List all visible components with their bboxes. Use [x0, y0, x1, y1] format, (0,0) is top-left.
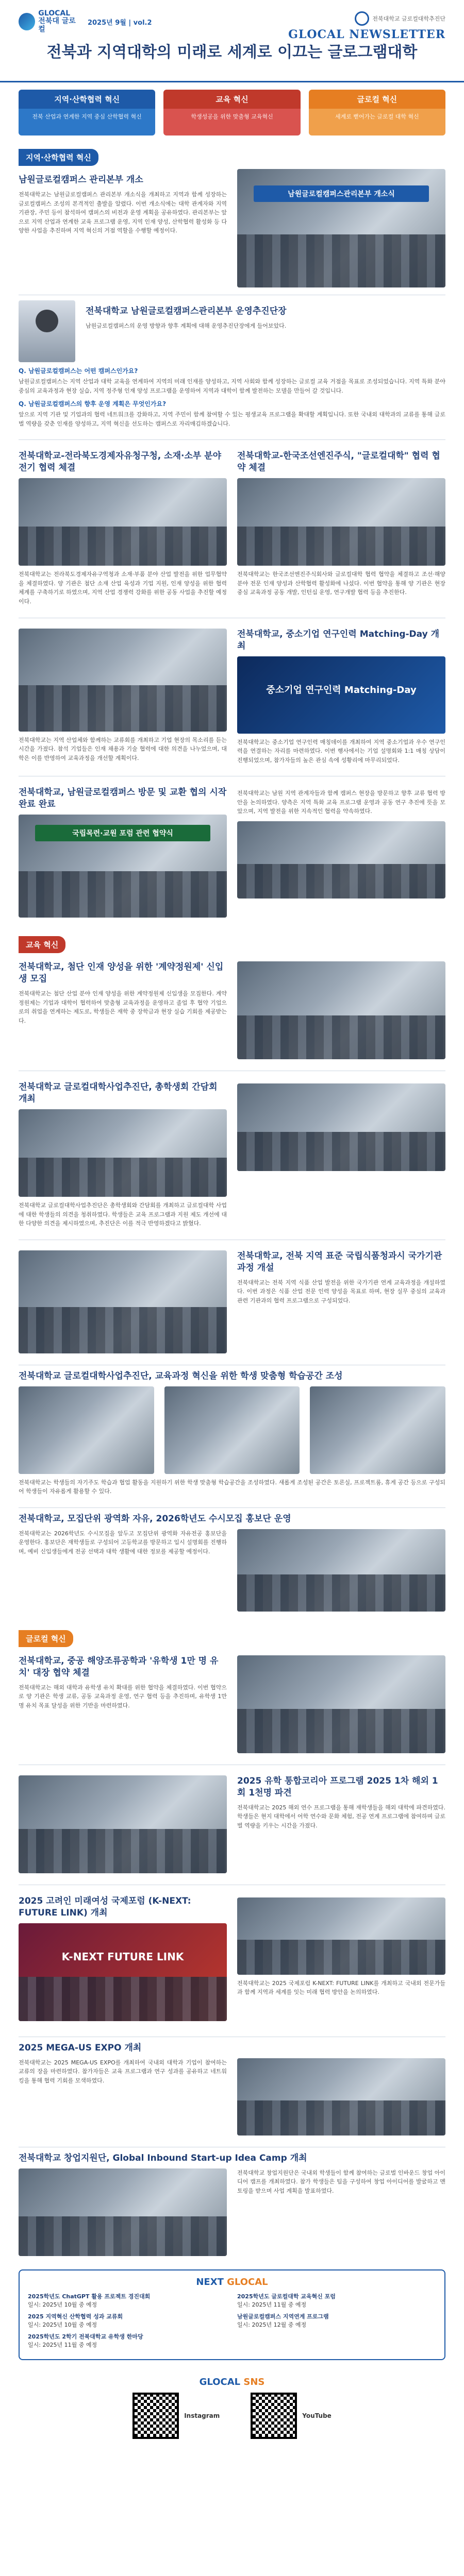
article-intl-students	[19, 1650, 227, 1753]
interviewee-portrait	[19, 300, 75, 362]
event-photo	[19, 1250, 227, 1353]
newsletter-masthead	[288, 11, 445, 41]
interview-question: Q. 남원글로컬캠퍼스는 어떤 캠퍼스인가요?	[19, 367, 138, 375]
section-education	[0, 930, 464, 1065]
photo-banner: K-NEXT FUTURE LINK	[61, 1951, 184, 1963]
article-text: 전북대학교는 중소기업 연구인력 매칭데이를 개최하여 지역 중소기업과 우수 연구인력을 연결하는 자리를 마련하였다. 이번 행사에서는 기업 설명회와 1:1 매칭 상담이 진행되었으며, 참가자들의 높은 관심 속에 성황리에 마무리되었다.	[237, 738, 445, 764]
article-title: 전북대학교, 중공 해양조류공학과 '유학생 1만 명 유치' 대장 협약 체결	[19, 1655, 219, 1678]
next-item: 남원글로컬캠퍼스 지역연계 프로그램 일시: 2025년 12월 중 예정	[237, 2313, 329, 2329]
pillar-title: 글로컬 혁신	[309, 90, 445, 109]
article-title: 전북대학교, 첨단 인재 양성을 위한 '계약정원제' 신입생 모집	[19, 962, 224, 985]
main-headline	[19, 43, 445, 62]
article-title: 전북대학교-한국조선엔진주식, "글로컬대학" 협력 협약 체결	[237, 451, 440, 473]
article-matching-day	[237, 623, 445, 765]
article-text: 전북대학교는 전북 지역 식품 산업 발전을 위한 국가기관 연계 교육과정을 개설하였다. 이번 과정은 식품 산업 전문 인력 양성을 목표로 하며, 현장 실무 중심의 교육과 관련 기관과의 협력 프로그램으로 구성되었다.	[237, 1279, 445, 1304]
article-title: 전북대학교, 전북 지역 표준 국립식품청과시 국가기관 과정 개설	[237, 1250, 442, 1273]
glocal-sns	[0, 2367, 464, 2445]
interview-answer: 남원글로컬캠퍼스는 지역 산업과 대학 교육을 연계하여 지역의 미래 인재를 양성하고, 지역 사회와 함께 성장하는 글로컬 교육 거점을 목표로 조성되었습니다. 지역 특화 분야 중심의 교육과정과 현장 실습, 지역 정주형 인재 양성 프로그램을 운영하여 지역과 대학이 함께 발전하는 모델을 만들어 갈 것입니다.	[19, 378, 445, 394]
sns-label: Instagram	[184, 2412, 220, 2419]
event-photo	[19, 478, 227, 566]
article-industry-exchange	[19, 623, 227, 765]
issue-number: 2025년 9월 | vol.2	[88, 19, 152, 27]
next-list-right	[237, 2293, 436, 2353]
article-nam-won-opening	[19, 169, 227, 287]
headline-line2: 글로그램대학	[327, 43, 418, 61]
article-text: 전북대학교 글로컬대학사업추진단은 총학생회와 간담회를 개최하고 글로컬대학 사업에 대한 학생들의 의견을 청취하였다. 학생들은 교육 프로그램과 지원 제도 개선에 대한 다양한 의견을 제시하였으며, 추진단은 이를 적극 반영하겠다고 밝혔다.	[19, 1202, 227, 1227]
article-title: 전북대학교 남원글로컬캠퍼스관리본부 운영추진단장	[86, 306, 287, 316]
pillar-body: 전북 산업과 연계한 지역 중심 산학협력 혁신	[19, 109, 155, 135]
brand-logo	[19, 11, 80, 32]
article-text: 전북대학교는 2025 MEGA-US EXPO를 개최하여 국내외 대학과 기업이 참여하는 교류의 장을 마련하였다. 참가자들은 교육 프로그램과 연구 성과를 공유하고 네트워킹을 통해 협력 기회를 모색하였다.	[19, 2059, 227, 2084]
pillar-education	[163, 90, 300, 135]
qr-code-icon	[132, 2393, 179, 2439]
article-title: 전북대학교 글로컬대학사업추진단, 교육과정 혁신을 위한 학생 맞춤형 학습공간 조성	[19, 1370, 343, 1381]
event-photo	[19, 1923, 227, 2021]
event-photo	[237, 1083, 445, 1171]
article-text: 전북대학교는 첨단 산업 분야 인재 양성을 위한 계약정원제 신입생을 모집한다. 계약정원제는 기업과 대학이 협력하여 맞춤형 교육과정을 운영하고 졸업 후 협약 기업으로의 취업을 연계하는 제도로, 학생들은 재학 중 장학금과 현장 실습 기회를 제공받는다.	[19, 990, 227, 1024]
article-promo-team	[0, 1513, 464, 1618]
strategy-pillars	[0, 82, 464, 143]
photo-banner: 중소기업 연구인력 Matching-Day	[266, 684, 417, 696]
university-emblem-icon	[355, 11, 369, 26]
event-photo	[19, 1775, 227, 1873]
article-text: 전북대학교는 한국조선엔진주식회사와 글로컬대학 협력 협약을 체결하고 조선·해양 분야 전문 인재 양성과 산학협력 활성화에 나섰다. 이번 협약을 통해 양 기관은 현장 중심 교육과정 공동 개발, 인턴십 운영, 연구개발 협력 등을 추진한다.	[237, 571, 445, 596]
next-title-right: GLOCAL	[227, 2276, 268, 2287]
section-glocal	[0, 1624, 464, 1759]
sns-card-instagram[interactable]	[132, 2393, 220, 2439]
article-title: 2025 유학 통합코리아 프로그램 2025 1차 해외 1회 1천명 파견	[237, 1775, 438, 1798]
interview-answer: 앞으로 지역 기관 및 기업과의 협력 네트워크를 강화하고, 지역 주민이 함께 참여할 수 있는 평생교육 프로그램을 확대할 계획입니다. 또한 국내외 대학과의 교류를 통해 글로벌 역량을 갖춘 인재를 양성하고, 지역 혁신을 선도하는 캠퍼스로 자리매김하겠습니다.	[19, 411, 445, 427]
article-title: 전북대학교 글로컬대학사업추진단, 총학생회 간담회 개최	[19, 1082, 218, 1105]
sns-card-youtube[interactable]	[251, 2393, 332, 2439]
sns-label: YouTube	[302, 2412, 332, 2419]
brand-line1: GLOCAL	[38, 9, 71, 18]
article-overseas-program	[237, 1770, 445, 1873]
event-photo	[237, 1655, 445, 1753]
university-name: 전북대학교 글로컬대학추진단	[372, 15, 445, 22]
event-photo	[237, 961, 445, 1059]
section-tag: 교육 혁신	[19, 936, 65, 953]
article-text: 전북대학교는 2025 국제포럼 K-NEXT: FUTURE LINK를 개최하고 국내외 전문가들과 함께 지역과 세계를 잇는 미래 협력 방안을 논의하였다.	[237, 1979, 445, 1996]
event-photo	[19, 1386, 154, 1474]
pillar-regional	[19, 90, 155, 135]
event-photo	[237, 2058, 445, 2136]
event-photo	[237, 169, 445, 287]
article-title: 전북대학교, 중소기업 연구인력 Matching-Day 개최	[237, 629, 440, 651]
qr-code-icon	[251, 2393, 297, 2439]
event-photo	[19, 1109, 227, 1197]
glocal-logo-icon	[19, 13, 35, 30]
article-text: 전북대학교는 2026학년도 수시모집을 앞두고 모집단위 광역화 자유전공 홍보단을 운영한다. 홍보단은 재학생들로 구성되어 고등학교를 방문하고 입시 설명회를 진행하며, 예비 신입생들에게 전공 선택과 대학 생활에 대한 정보를 제공할 예정이다.	[19, 1530, 227, 1555]
article-mou-free-zone	[19, 445, 227, 606]
next-item: 2025학년도 2학기 전북대학교 유학생 한마당 일시: 2025년 11월 중 예정	[28, 2333, 143, 2349]
sns-title: GLOCAL SNS	[199, 2376, 265, 2387]
article-student-meeting	[19, 1076, 227, 1228]
article-contract-quota	[19, 956, 227, 1059]
article-text: 전북대학교는 전라북도경제자유구역청과 소재·부품 분야 산업 발전을 위한 업무협약을 체결하였다. 양 기관은 첨단 소재 산업 육성과 기업 지원, 인재 양성을 위한 협력 체계를 구축하기로 하였으며, 지역 산업 경쟁력 강화를 위한 공동 사업을 추진할 예정이다.	[19, 571, 227, 605]
article-text: 전북대학교는 지역 산업체와 함께하는 교류회를 개최하고 기업 현장의 목소리를 듣는 시간을 가졌다. 참석 기업들은 인재 채용과 기술 협력에 대한 의견을 나누었으며, 대학은 이를 반영하여 교육과정을 개선할 계획이다.	[19, 736, 227, 761]
event-photo	[237, 656, 445, 734]
article-title: 전북대학교-전라북도경제자유청구청, 소재·소부 분야 전기 협력 체결	[19, 451, 222, 473]
article-title: 2025 MEGA-US EXPO 개최	[19, 2042, 142, 2053]
article-knext-forum	[19, 1890, 227, 2025]
article-title: 남원글로컬캠퍼스 관리본부 개소	[19, 175, 143, 185]
event-photo	[164, 1386, 300, 1474]
section-tag: 글로컬 혁신	[19, 1630, 73, 1647]
article-interview	[0, 300, 464, 434]
newsletter-title: GLOCAL NEWSLETTER	[288, 28, 445, 41]
section-regional	[0, 143, 464, 290]
interview-question: Q. 남원글로컬캠퍼스의 향후 운영 계획은 무엇인가요?	[19, 400, 167, 408]
event-photo	[237, 821, 445, 899]
pillar-title: 지역·산학협력 혁신	[19, 90, 155, 109]
section-tag: 지역·산학협력 혁신	[19, 149, 98, 166]
article-title: 전북대학교 창업지원단, Global Inbound Start-up Idea Camp 개최	[19, 2153, 307, 2163]
article-text: 전북대학교는 학생들의 자기주도 학습과 협업 활동을 지원하기 위한 학생 맞춤형 학습공간을 조성하였다. 새롭게 조성된 공간은 토론실, 프로젝트룸, 휴게 공간 등으로 구성되어 학생들이 자유롭게 활용할 수 있다.	[19, 1479, 445, 1495]
article-intro: 남원글로컬캠퍼스의 운영 방향과 향후 계획에 대해 운영추진단장에게 들어보았다.	[86, 322, 287, 329]
headline-line1: 전북과 지역대학의 미래로 세계로 이끄는	[46, 43, 323, 61]
article-title: 2025 고려인 미래여성 국제포럼 (K-NEXT: FUTURE LINK) 개최	[19, 1895, 191, 1918]
event-photo	[19, 629, 227, 732]
article-text: 전북대학교는 남원 지역 관계자들과 함께 캠퍼스 현장을 방문하고 향후 교류 협력 방안을 논의하였다. 양측은 지역 특화 교육 프로그램 운영과 공동 연구 추진에 뜻을 모았으며, 지역 발전을 위한 지속적인 협력을 약속하였다.	[237, 790, 445, 815]
photo-banner: 국립목련·교원 포럼 관련 협약식	[35, 825, 210, 841]
pillar-glocal	[309, 90, 445, 135]
pillar-body: 학생성공을 위한 맞춤형 교육혁신	[163, 109, 300, 135]
article-startup-camp	[0, 2153, 464, 2262]
pillar-body: 세계로 뻗어가는 글로컬 대학 혁신	[309, 109, 445, 135]
article-text: 전북대학교는 2025 해외 연수 프로그램을 통해 재학생들을 해외 대학에 파견하였다. 학생들은 현지 대학에서 어학 연수와 문화 체험, 전공 연계 프로그램에 참여하며 글로벌 역량을 키우는 시간을 가졌다.	[237, 1804, 445, 1829]
event-photo	[237, 478, 445, 566]
event-photo	[237, 1529, 445, 1612]
article-text: 전북대학교 창업지원단은 국내외 학생들이 함께 참여하는 글로벌 인바운드 창업 아이디어 캠프를 개최하였다. 참가 학생들은 팀을 구성하여 창업 아이디어를 발굴하고 멘토링을 받으며 사업 계획을 발표하였다.	[237, 2169, 445, 2194]
next-glocal-box	[19, 2269, 445, 2360]
article-text: 전북대학교는 해외 대학과 유학생 유치 확대를 위한 협약을 체결하였다. 이번 협약으로 양 기관은 학생 교류, 공동 교육과정 운영, 연구 협력 등을 추진하며, 유학생 1만 명 유치 목표 달성을 위한 기반을 마련하였다.	[19, 1684, 227, 1709]
event-photo	[237, 1897, 445, 1975]
article-namwon-visit	[19, 782, 227, 918]
event-photo	[310, 1386, 445, 1474]
brand-line2: 전북대 글로컬	[38, 17, 76, 33]
divider	[19, 1507, 445, 1508]
article-food-course	[237, 1245, 445, 1353]
next-item: 2025학년도 글로컬대학 교육혁신 포럼 일시: 2025년 11월 중 예정	[237, 2293, 336, 2309]
next-item: 2025학년도 ChatGPT 활용 프로젝트 경진대회 일시: 2025년 10월 중 예정	[28, 2293, 151, 2309]
article-mega-expo	[0, 2042, 464, 2142]
newsletter-header	[0, 0, 464, 82]
next-glocal-title	[28, 2277, 436, 2287]
article-title: 전북대학교, 남원글로컬캠퍼스 방문 및 교환 협의 시작 완료 완료	[19, 787, 227, 810]
pillar-title: 교육 혁신	[163, 90, 300, 109]
article-learning-space	[0, 1370, 464, 1502]
event-photo	[19, 815, 227, 918]
article-title: 전북대학교, 모집단위 광역화 자유, 2026학년도 수시모집 홍보단 운영	[19, 1513, 291, 1524]
photo-banner: 남원글로컬캠퍼스관리본부 개소식	[254, 185, 428, 202]
next-title-left: NEXT	[196, 2276, 224, 2287]
event-photo	[19, 2168, 227, 2256]
article-text: 전북대학교는 남원글로컬캠퍼스 관리본부 개소식을 개최하고 지역과 함께 성장하는 글로컬캠퍼스 조성의 본격적인 출발을 알렸다. 이번 개소식에는 대학 관계자와 지역 기관장, 주민 등이 참석하여 캠퍼스의 비전과 운영 계획을 공유하였다. 관리본부는 앞으로 지역 산업과 연계한 교육 프로그램 운영, 지역 인재 양성, 산학협력 활성화 등 다양한 사업을 추진하며 지역 혁신의 거점 역할을 수행할 예정이다.	[19, 191, 227, 234]
article-mou-shipbuilding	[237, 445, 445, 606]
next-list-left	[28, 2293, 227, 2353]
next-item: 2025 지역혁신 산학협력 성과 교류회 일시: 2025년 10월 중 예정	[28, 2313, 123, 2329]
divider	[19, 439, 445, 440]
